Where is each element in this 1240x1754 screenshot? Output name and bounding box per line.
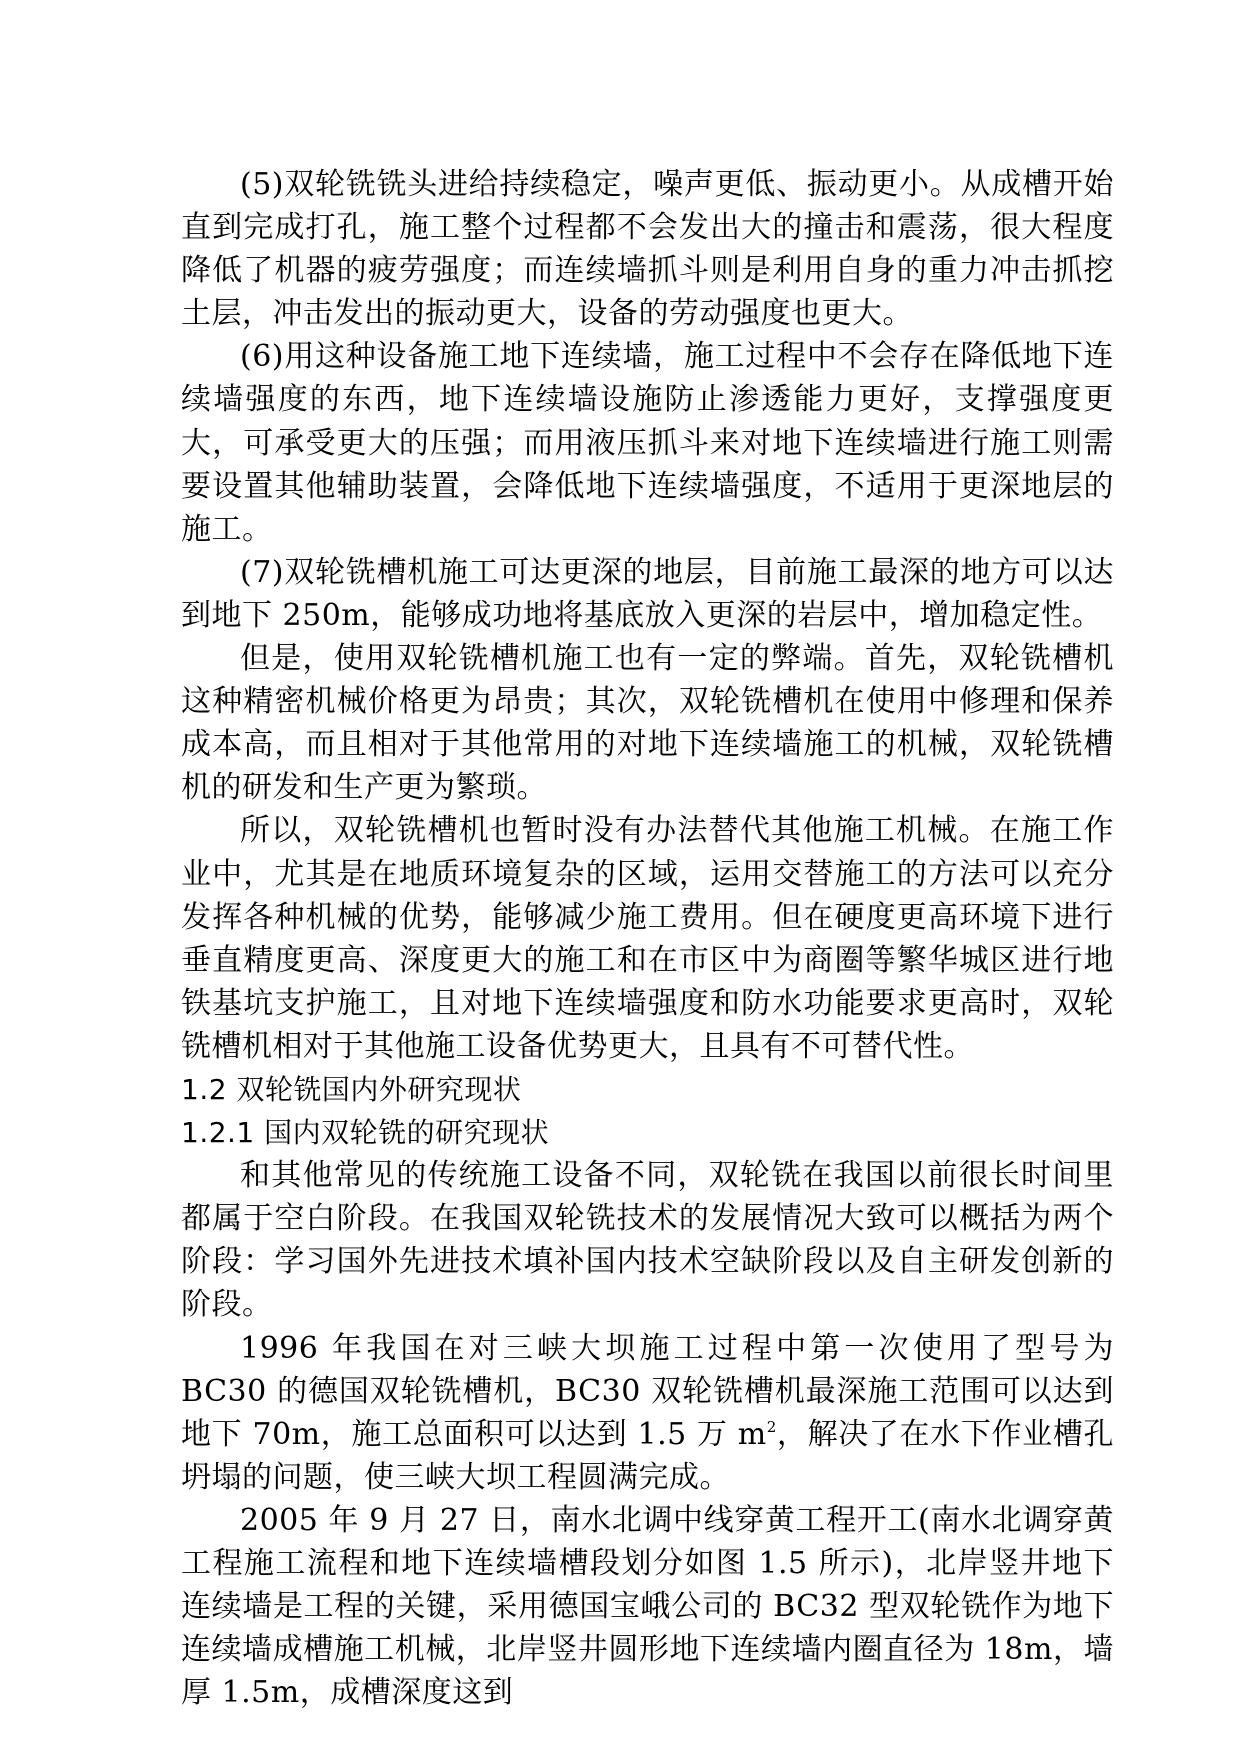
- area-superscript: 2: [766, 1417, 777, 1436]
- three-gorges-text-b: ，解决了在水下作业槽孔坍塌的问题，使三峡大坝工程圆满完成。: [181, 1416, 1114, 1495]
- paragraph-south-north: 2005 年 9 月 27 日，南水北调中线穿黄工程开工(南水北调穿黄工程施工流程和地下连续墙槽段划分如图 1.5 所示)，北岸竖井地下连续墙是工程的关键，采用德国宝峨公司的 BC32 型双轮铣作为地下连续墙成槽施工机械，北岸竖井圆形地下连续墙内圈直径为 18m，墙厚 1.5m，成槽深度这到: [181, 1502, 1114, 1711]
- document-page: [181, 163, 1114, 1714]
- paragraph-conclusion: 所以，双轮铣槽机也暂时没有办法替代其他施工机械。在施工作业中，尤其是在地质环境复杂的区域，运用交替施工的方法可以充分发挥各种机械的优势，能够减少施工费用。但在硬度更高环境下进行垂直精度更高、深度更大的施工和在市区中为商圈等繁华城区进行地铁基坑支护施工，且对地下连续墙强度和防水功能要求更高时，双轮铣槽机相对于其他施工设备优势更大，且具有不可替代性。: [181, 813, 1114, 1064]
- paragraph-point-7: (7)双轮铣槽机施工可达更深的地层，目前施工最深的地方可以达到地下 250m，能够成功地将基底放入更深的岩层中，增加稳定性。: [181, 554, 1114, 633]
- paragraph-domestic-intro: 和其他常见的传统施工设备不同，双轮铣在我国以前很长时间里都属于空白阶段。在我国双轮铣技术的发展情况大致可以概括为两个阶段：学习国外先进技术填补国内技术空缺阶段以及自主研发创新的阶段。: [181, 1158, 1114, 1323]
- section-heading-1-2: 1.2 双轮铣国内外研究现状: [181, 1072, 522, 1106]
- paragraph-point-6: (6)用这种设备施工地下连续墙，施工过程中不会存在降低地下连续墙强度的东西，地下连续墙设施防止渗透能力更好，支撑强度更大，可承受更大的压强；而用液压抓斗来对地下连续墙进行施工则需要设置其他辅助装置，会降低地下连续墙强度，不适用于更深地层的施工。: [181, 339, 1114, 547]
- paragraph-point-5: (5)双轮铣铣头进给持续稳定，噪声更低、振动更小。从成槽开始直到完成打孔，施工整个过程都不会发出大的撞击和震荡，很大程度降低了机器的疲劳强度；而连续墙抓斗则是利用自身的重力冲击抓挖土层，冲击发出的振动更大，设备的劳动强度也更大。: [181, 167, 1114, 332]
- paragraph-three-gorges: [181, 1327, 1114, 1499]
- section-heading-1-2-1: 1.2.1 国内双轮铣的研究现状: [181, 1116, 550, 1150]
- three-gorges-text-a: 1996 年我国在对三峡大坝施工过程中第一次使用了型号为 BC30 的德国双轮铣槽机，BC30 双轮铣槽机最深施工范围可以达到地下 70m，施工总面积可以达到 1.5 万 m: [181, 1330, 1114, 1452]
- paragraph-drawbacks: 但是，使用双轮铣槽机施工也有一定的弊端。首先，双轮铣槽机这种精密机械价格更为昂贵；其次，双轮铣槽机在使用中修理和保养成本高，而且相对于其他常用的对地下连续墙施工的机械，双轮铣槽机的研发和生产更为繁琐。: [181, 641, 1114, 806]
